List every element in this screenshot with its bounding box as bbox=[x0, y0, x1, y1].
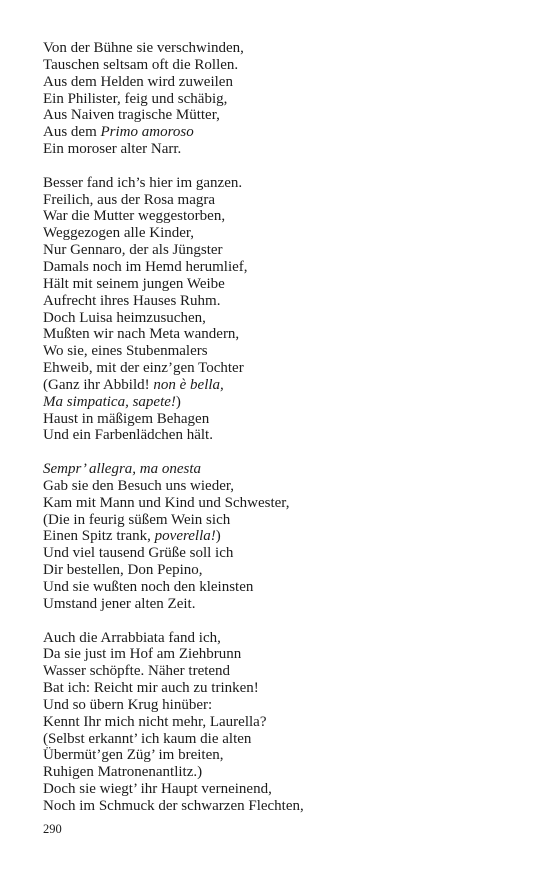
verse-text: Ein Philister, feig und schäbig, bbox=[43, 90, 228, 107]
verse-text: War die Mutter weggestorben, bbox=[43, 208, 226, 225]
verse-text: Und so übern Krug hinüber: bbox=[43, 696, 213, 713]
verse-line bbox=[43, 512, 523, 529]
verse-text: ) bbox=[215, 528, 221, 545]
verse-line bbox=[43, 276, 523, 293]
verse-line bbox=[43, 74, 523, 91]
verse-line bbox=[43, 478, 523, 495]
stanza-2 bbox=[43, 175, 523, 445]
verse-line bbox=[43, 141, 523, 158]
italic-phrase: Sempr’ allegra, ma onesta bbox=[43, 461, 202, 478]
verse-text: Doch sie wiegt’ ihr Haupt verneinend, bbox=[43, 781, 272, 798]
verse-text: Aus dem Helden wird zuweilen bbox=[43, 73, 233, 90]
verse-line bbox=[43, 495, 523, 512]
verse-text: Tauschen seltsam oft die Rollen. bbox=[43, 56, 239, 73]
verse-text: Ruhigen Matronenantlitz.) bbox=[43, 764, 203, 781]
verse-text: Doch Luisa heimzusuchen, bbox=[43, 309, 206, 326]
verse-line bbox=[43, 663, 523, 680]
italic-phrase: Ma simpatica, sapete! bbox=[43, 393, 176, 410]
verse-line bbox=[43, 107, 523, 124]
verse-text: Gab sie den Besuch uns wieder, bbox=[43, 477, 235, 494]
verse-text: Bat ich: Reicht mir auch zu trinken! bbox=[43, 680, 259, 697]
verse-text: (Die in feurig süßem Wein sich bbox=[43, 511, 231, 528]
verse-text: Freilich, aus der Rosa magra bbox=[43, 191, 216, 208]
verse-line bbox=[43, 781, 523, 798]
verse-line bbox=[43, 714, 523, 731]
verse-text: Ein moroser alter Narr. bbox=[43, 141, 182, 158]
verse-line bbox=[43, 798, 523, 815]
verse-line bbox=[43, 545, 523, 562]
verse-line bbox=[43, 461, 523, 478]
verse-text: Aus dem bbox=[43, 124, 101, 141]
verse-text: Kennt Ihr mich nicht mehr, Laurella? bbox=[43, 713, 267, 730]
verse-text: ) bbox=[175, 393, 181, 410]
verse-text: Nur Gennaro, der als Jüngster bbox=[43, 242, 223, 259]
verse-line bbox=[43, 579, 523, 596]
verse-line bbox=[43, 293, 523, 310]
verse-line bbox=[43, 343, 523, 360]
verse-text: Und viel tausend Grüße soll ich bbox=[43, 545, 234, 562]
verse-line bbox=[43, 242, 523, 259]
verse-text: Aufrecht ihres Hauses Ruhm. bbox=[43, 292, 221, 309]
verse-text: Hält mit seinem jungen Weibe bbox=[43, 275, 225, 292]
verse-text: (Ganz ihr Abbild! bbox=[43, 376, 154, 393]
verse-line bbox=[43, 680, 523, 697]
verse-text: Weggezogen alle Kinder, bbox=[43, 225, 195, 242]
verse-line bbox=[43, 225, 523, 242]
verse-line bbox=[43, 562, 523, 579]
italic-phrase: poverella! bbox=[154, 528, 216, 545]
verse-line bbox=[43, 646, 523, 663]
verse-line bbox=[43, 360, 523, 377]
verse-line bbox=[43, 91, 523, 108]
stanza-1 bbox=[43, 40, 523, 158]
verse-text: Dir bestellen, Don Pepino, bbox=[43, 562, 203, 579]
verse-text: Wo sie, eines Stubenmalers bbox=[43, 343, 208, 360]
poem-text bbox=[43, 40, 523, 832]
verse-text: Wasser schöpfte. Näher tretend bbox=[43, 663, 231, 680]
verse-text: Mußten wir nach Meta wandern, bbox=[43, 326, 240, 343]
verse-text: Haust in mäßigem Behagen bbox=[43, 410, 210, 427]
verse-text: (Selbst erkannt’ ich kaum die alten bbox=[43, 730, 252, 747]
verse-text: Umstand jener alten Zeit. bbox=[43, 595, 196, 612]
verse-text: Und sie wußten noch den kleinsten bbox=[43, 579, 254, 595]
verse-line bbox=[43, 259, 523, 276]
verse-text: Besser fand ich’s hier im ganzen. bbox=[43, 174, 243, 191]
verse-line bbox=[43, 40, 523, 57]
verse-text: Kam mit Mann und Kind und Schwester, bbox=[43, 494, 290, 511]
verse-line bbox=[43, 310, 523, 327]
verse-text: Und ein Farbenlädchen hält. bbox=[43, 427, 213, 444]
verse-line bbox=[43, 427, 523, 444]
verse-line bbox=[43, 326, 523, 343]
verse-line bbox=[43, 528, 523, 545]
verse-line bbox=[43, 747, 523, 764]
verse-text: Damals noch im Hemd herumlief, bbox=[43, 258, 248, 275]
page-number: 290 bbox=[43, 822, 62, 836]
verse-line bbox=[43, 57, 523, 74]
stanza-4 bbox=[43, 630, 523, 815]
verse-text: Von der Bühne sie verschwinden, bbox=[43, 40, 244, 56]
verse-line bbox=[43, 208, 523, 225]
verse-text: Aus Naiven tragische Mütter, bbox=[43, 107, 220, 124]
verse-text: Ehweib, mit der einz’gen Tochter bbox=[43, 360, 244, 377]
verse-line bbox=[43, 192, 523, 209]
verse-line bbox=[43, 731, 523, 748]
verse-text: Auch die Arrabbiata fand ich, bbox=[43, 629, 221, 646]
verse-line bbox=[43, 596, 523, 613]
verse-line bbox=[43, 764, 523, 781]
verse-line bbox=[43, 175, 523, 192]
italic-phrase: non è bella, bbox=[153, 376, 224, 393]
verse-text: Übermüt’gen Züg’ im breiten, bbox=[43, 747, 224, 764]
verse-text: Noch im Schmuck der schwarzen Flechten, bbox=[43, 797, 304, 814]
verse-line bbox=[43, 697, 523, 714]
verse-text: Einen Spitz trank, bbox=[43, 528, 155, 545]
verse-line bbox=[43, 630, 523, 647]
stanza-3 bbox=[43, 461, 523, 613]
italic-phrase: Primo amoroso bbox=[100, 124, 194, 141]
verse-line bbox=[43, 377, 523, 394]
verse-line bbox=[43, 394, 523, 411]
verse-text: Da sie just im Hof am Ziehbrunn bbox=[43, 646, 242, 663]
verse-line bbox=[43, 411, 523, 428]
verse-line bbox=[43, 124, 523, 141]
